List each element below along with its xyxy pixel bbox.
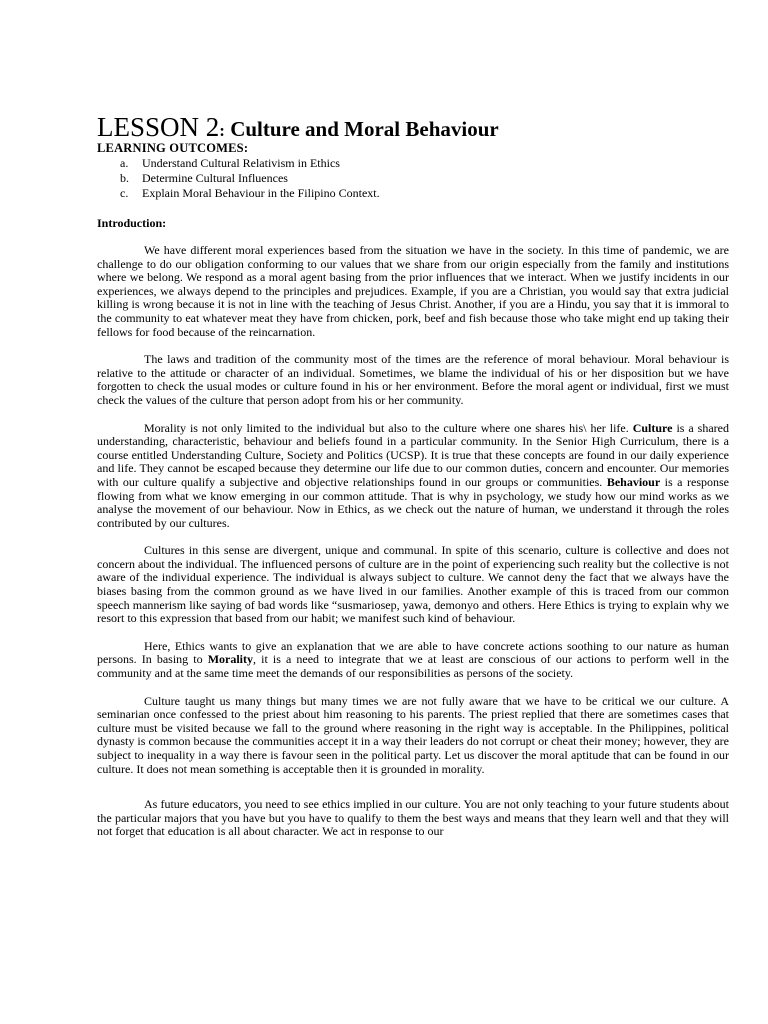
learning-outcomes-list [97, 156, 729, 201]
outcome-item [97, 186, 729, 201]
paragraph-6: Culture taught us many things but many times we are not fully aware that we have to be critical we our culture. A seminarian once confessed to the priest about him reasoning to his parents. The priest replied that there are sometimes cases that culture must be visited because we fall to the ground where reasoning in the right way is acceptable. In the Philippines, political dynasty is common because the communities accept it in a way their leaders do not corrupt or cheat their money; however, they are subject to inequality in a way there is favour seen in the political party. Let us discover the moral aptitude that can be found in our culture. It does not mean something is acceptable then it is grounded in morality. [97, 693, 729, 776]
term-culture: Culture [632, 420, 673, 435]
outcome-text: Understand Cultural Relativism in Ethics [142, 156, 340, 170]
paragraph-3-text: Morality is not only limited to the individual but also to the culture where one shares his\ her life. [144, 420, 633, 435]
outcome-item [97, 156, 729, 171]
paragraph-2: The laws and tradition of the community most of the times are the reference of moral behaviour. Moral behaviour is relative to the attitude or character of an individual. Sometimes, we blame the individual of his or her disposition but we have forgotten to check the usual modes or culture found in his or her environment. Before the moral agent or individual, first we must check the values of the culture that person adopt from his or her community. [97, 352, 729, 407]
document-body [97, 110, 729, 839]
outcome-text: Determine Cultural Influences [142, 171, 288, 185]
paragraph-5-text: Here, Ethics wants to give an explanation that we are able to have concrete actions soothing to our nature as human persons. In basing to [97, 638, 729, 667]
paragraph-4: Cultures in this sense are divergent, unique and communal. In spite of this scenario, culture is collective and does not concern about the individual. The influenced persons of culture are in the point of experiencing such reality but the collective is not aware of the individual experience. The individual is always subject to culture. We cannot deny the fact that we always have the biases basing from the common ground as we have lived in our families. Another example of this is traced from our common speech mannerism like saying of bad words like “susmariosep, yawa, demonyo and others. Here Ethics is trying to explain why we resort to this expression that based from our habit; we manifest such kind of behaviour. [97, 543, 729, 626]
outcome-marker: a. [120, 156, 129, 170]
outcome-text: Explain Moral Behaviour in the Filipino Context. [142, 186, 380, 200]
paragraph-5-text: , it is a need to integrate that we at least are conscious of our actions to perform well in the community and at the same time meet the demands of our responsibilities as persons of the society. [97, 652, 729, 681]
learning-outcomes-heading: LEARNING OUTCOMES: [97, 141, 249, 155]
paragraph-3-text: is a shared understanding, characteristic, behaviour and beliefs found in a particular community. In the Senior High Curriculum, there is a course entitled Understanding Culture, Society and Politics (UCSP). It is true that these concepts are found in our daily experience and life. They cannot be escaped because they determine our life due to our common duties, concern and encounter. Our memories with our culture qualify a subjective and objective relationships found in our groups or communities. [97, 420, 729, 489]
lesson-topic: Culture and Moral Behaviour [224, 117, 499, 141]
lesson-title [97, 110, 729, 140]
lesson-label: LESSON 2 [97, 112, 220, 142]
paragraph-3 [97, 422, 729, 531]
outcome-marker: c. [120, 186, 129, 200]
introduction-heading: Introduction: [97, 216, 167, 230]
paragraph-7: As future educators, you need to see ethics implied in our culture. You are not only teaching to your future students about the particular majors that you have but you have to qualify to them the best ways and means that they learn well and that they will not forget that education is all about character. We act in response to our [97, 797, 729, 839]
paragraph-1: We have different moral experiences based from the situation we have in the society. In this time of pandemic, we are challenge to do our obligation conforming to our values that we share from our origin especially from the family and institutions where we belong. We respond as a moral agent basing from the prior influences that we interact. When we justify incidents in our experiences, we always depend to the principles and prejudices. Example, if you are a Christian, you would say that extra judicial killing is wrong because it is not in line with the teaching of Jesus Christ. Another, if you are a Hindu, you say that it is immoral to the community to eat whatever meat they have from chicken, pork, beef and fish because those who take might end up taking their fellows for food because of the reincarnation. [97, 243, 729, 339]
paragraph-5 [97, 640, 729, 681]
term-behaviour: Behaviour [606, 474, 661, 489]
paragraph-3-text: is a response flowing from what we know emerging in our common attitude. That is why in psychology, we study how our mind works as we analyse the movement of our behaviour. Now in Ethics, as we check out the nature of human, we understand it through the roles contributed by our cultures. [97, 474, 729, 530]
outcome-item [97, 171, 729, 186]
term-morality: Morality [207, 652, 254, 667]
lesson-colon: : [219, 121, 225, 140]
outcome-marker: b. [120, 171, 129, 185]
